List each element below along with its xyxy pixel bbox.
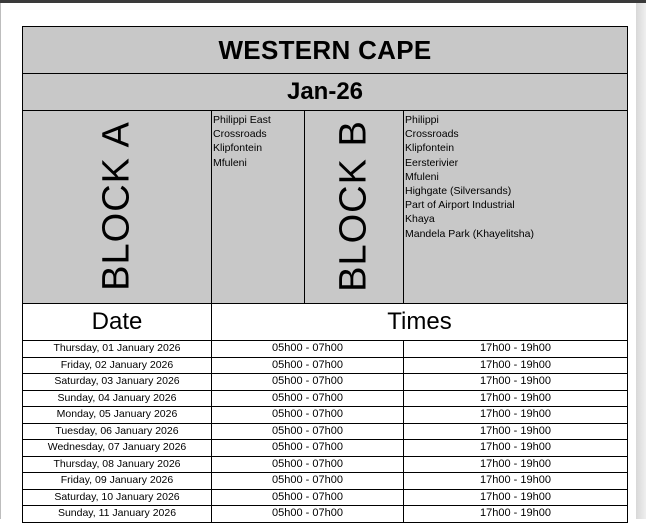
times-column-header: Times (212, 304, 628, 341)
row-date: Friday, 09 January 2026 (23, 473, 212, 490)
block-b-area-item: Klipfontein (405, 142, 455, 155)
date-column-header: Date (23, 304, 212, 341)
row-date: Monday, 05 January 2026 (23, 407, 212, 424)
row-date: Thursday, 08 January 2026 (23, 456, 212, 473)
row-date: Sunday, 04 January 2026 (23, 390, 212, 407)
schedule-row (23, 407, 628, 424)
block-b-area-item: Mfuleni (405, 170, 439, 183)
row-morning-slot: 05h00 - 07h00 (212, 357, 404, 374)
row-morning-slot: 05h00 - 07h00 (212, 489, 404, 506)
block-b-area-item: Crossroads (405, 128, 459, 141)
block-a-label: BLOCK A (95, 121, 138, 291)
schedule-row (23, 506, 628, 523)
row-date: Sunday, 11 January 2026 (23, 506, 212, 523)
row-morning-slot: 05h00 - 07h00 (212, 407, 404, 424)
block-b-area-item: Part of Airport Industrial (405, 199, 515, 212)
row-date: Wednesday, 07 January 2026 (23, 440, 212, 457)
row-evening-slot: 17h00 - 19h00 (404, 489, 628, 506)
schedule-row (23, 374, 628, 391)
schedule-row (23, 473, 628, 490)
row-morning-slot: 05h00 - 07h00 (212, 374, 404, 391)
block-b-label-cell (305, 111, 404, 304)
block-a-area-item: Mfuleni (213, 156, 247, 169)
row-date: Saturday, 10 January 2026 (23, 489, 212, 506)
schedule-row (23, 357, 628, 374)
row-morning-slot: 05h00 - 07h00 (212, 390, 404, 407)
row-morning-slot: 05h00 - 07h00 (212, 341, 404, 358)
schedule-row (23, 390, 628, 407)
block-a-area-item: Philippi East (213, 114, 271, 126)
schedule-row (23, 341, 628, 358)
block-b-area-list (404, 111, 628, 304)
month-title: Jan-26 (23, 74, 628, 111)
row-evening-slot: 17h00 - 19h00 (404, 423, 628, 440)
row-date: Saturday, 03 January 2026 (23, 374, 212, 391)
schedule-row (23, 489, 628, 506)
block-b-area-item: Khaya (405, 213, 435, 226)
row-evening-slot: 17h00 - 19h00 (404, 456, 628, 473)
row-morning-slot: 05h00 - 07h00 (212, 440, 404, 457)
row-evening-slot: 17h00 - 19h00 (404, 506, 628, 523)
row-evening-slot: 17h00 - 19h00 (404, 341, 628, 358)
block-a-area-item: Klipfontein (213, 142, 263, 155)
row-morning-slot: 05h00 - 07h00 (212, 456, 404, 473)
row-morning-slot: 05h00 - 07h00 (212, 423, 404, 440)
block-b-label: BLOCK B (332, 120, 375, 292)
block-b-area-item: Highgate (Silversands) (405, 185, 512, 198)
block-b-area-item: Mandela Park (Khayelitsha) (405, 227, 534, 240)
block-a-area-item: Crossroads (213, 128, 267, 141)
row-evening-slot: 17h00 - 19h00 (404, 440, 628, 457)
row-date: Tuesday, 06 January 2026 (23, 423, 212, 440)
schedule-row (23, 456, 628, 473)
block-a-area-list (212, 111, 305, 304)
schedule-row (23, 440, 628, 457)
row-date: Thursday, 01 January 2026 (23, 341, 212, 358)
row-morning-slot: 05h00 - 07h00 (212, 506, 404, 523)
row-evening-slot: 17h00 - 19h00 (404, 374, 628, 391)
row-evening-slot: 17h00 - 19h00 (404, 390, 628, 407)
row-morning-slot: 05h00 - 07h00 (212, 473, 404, 490)
block-b-area-item: Eersterivier (405, 156, 459, 169)
page-edge-shadow (636, 3, 646, 519)
region-title: WESTERN CAPE (23, 27, 628, 74)
row-evening-slot: 17h00 - 19h00 (404, 407, 628, 424)
row-evening-slot: 17h00 - 19h00 (404, 473, 628, 490)
schedule-row (23, 423, 628, 440)
row-date: Friday, 02 January 2026 (23, 357, 212, 374)
block-a-label-cell (23, 111, 212, 304)
block-b-area-item: Philippi (405, 114, 439, 126)
loadshedding-schedule-table (22, 26, 628, 523)
row-evening-slot: 17h00 - 19h00 (404, 357, 628, 374)
